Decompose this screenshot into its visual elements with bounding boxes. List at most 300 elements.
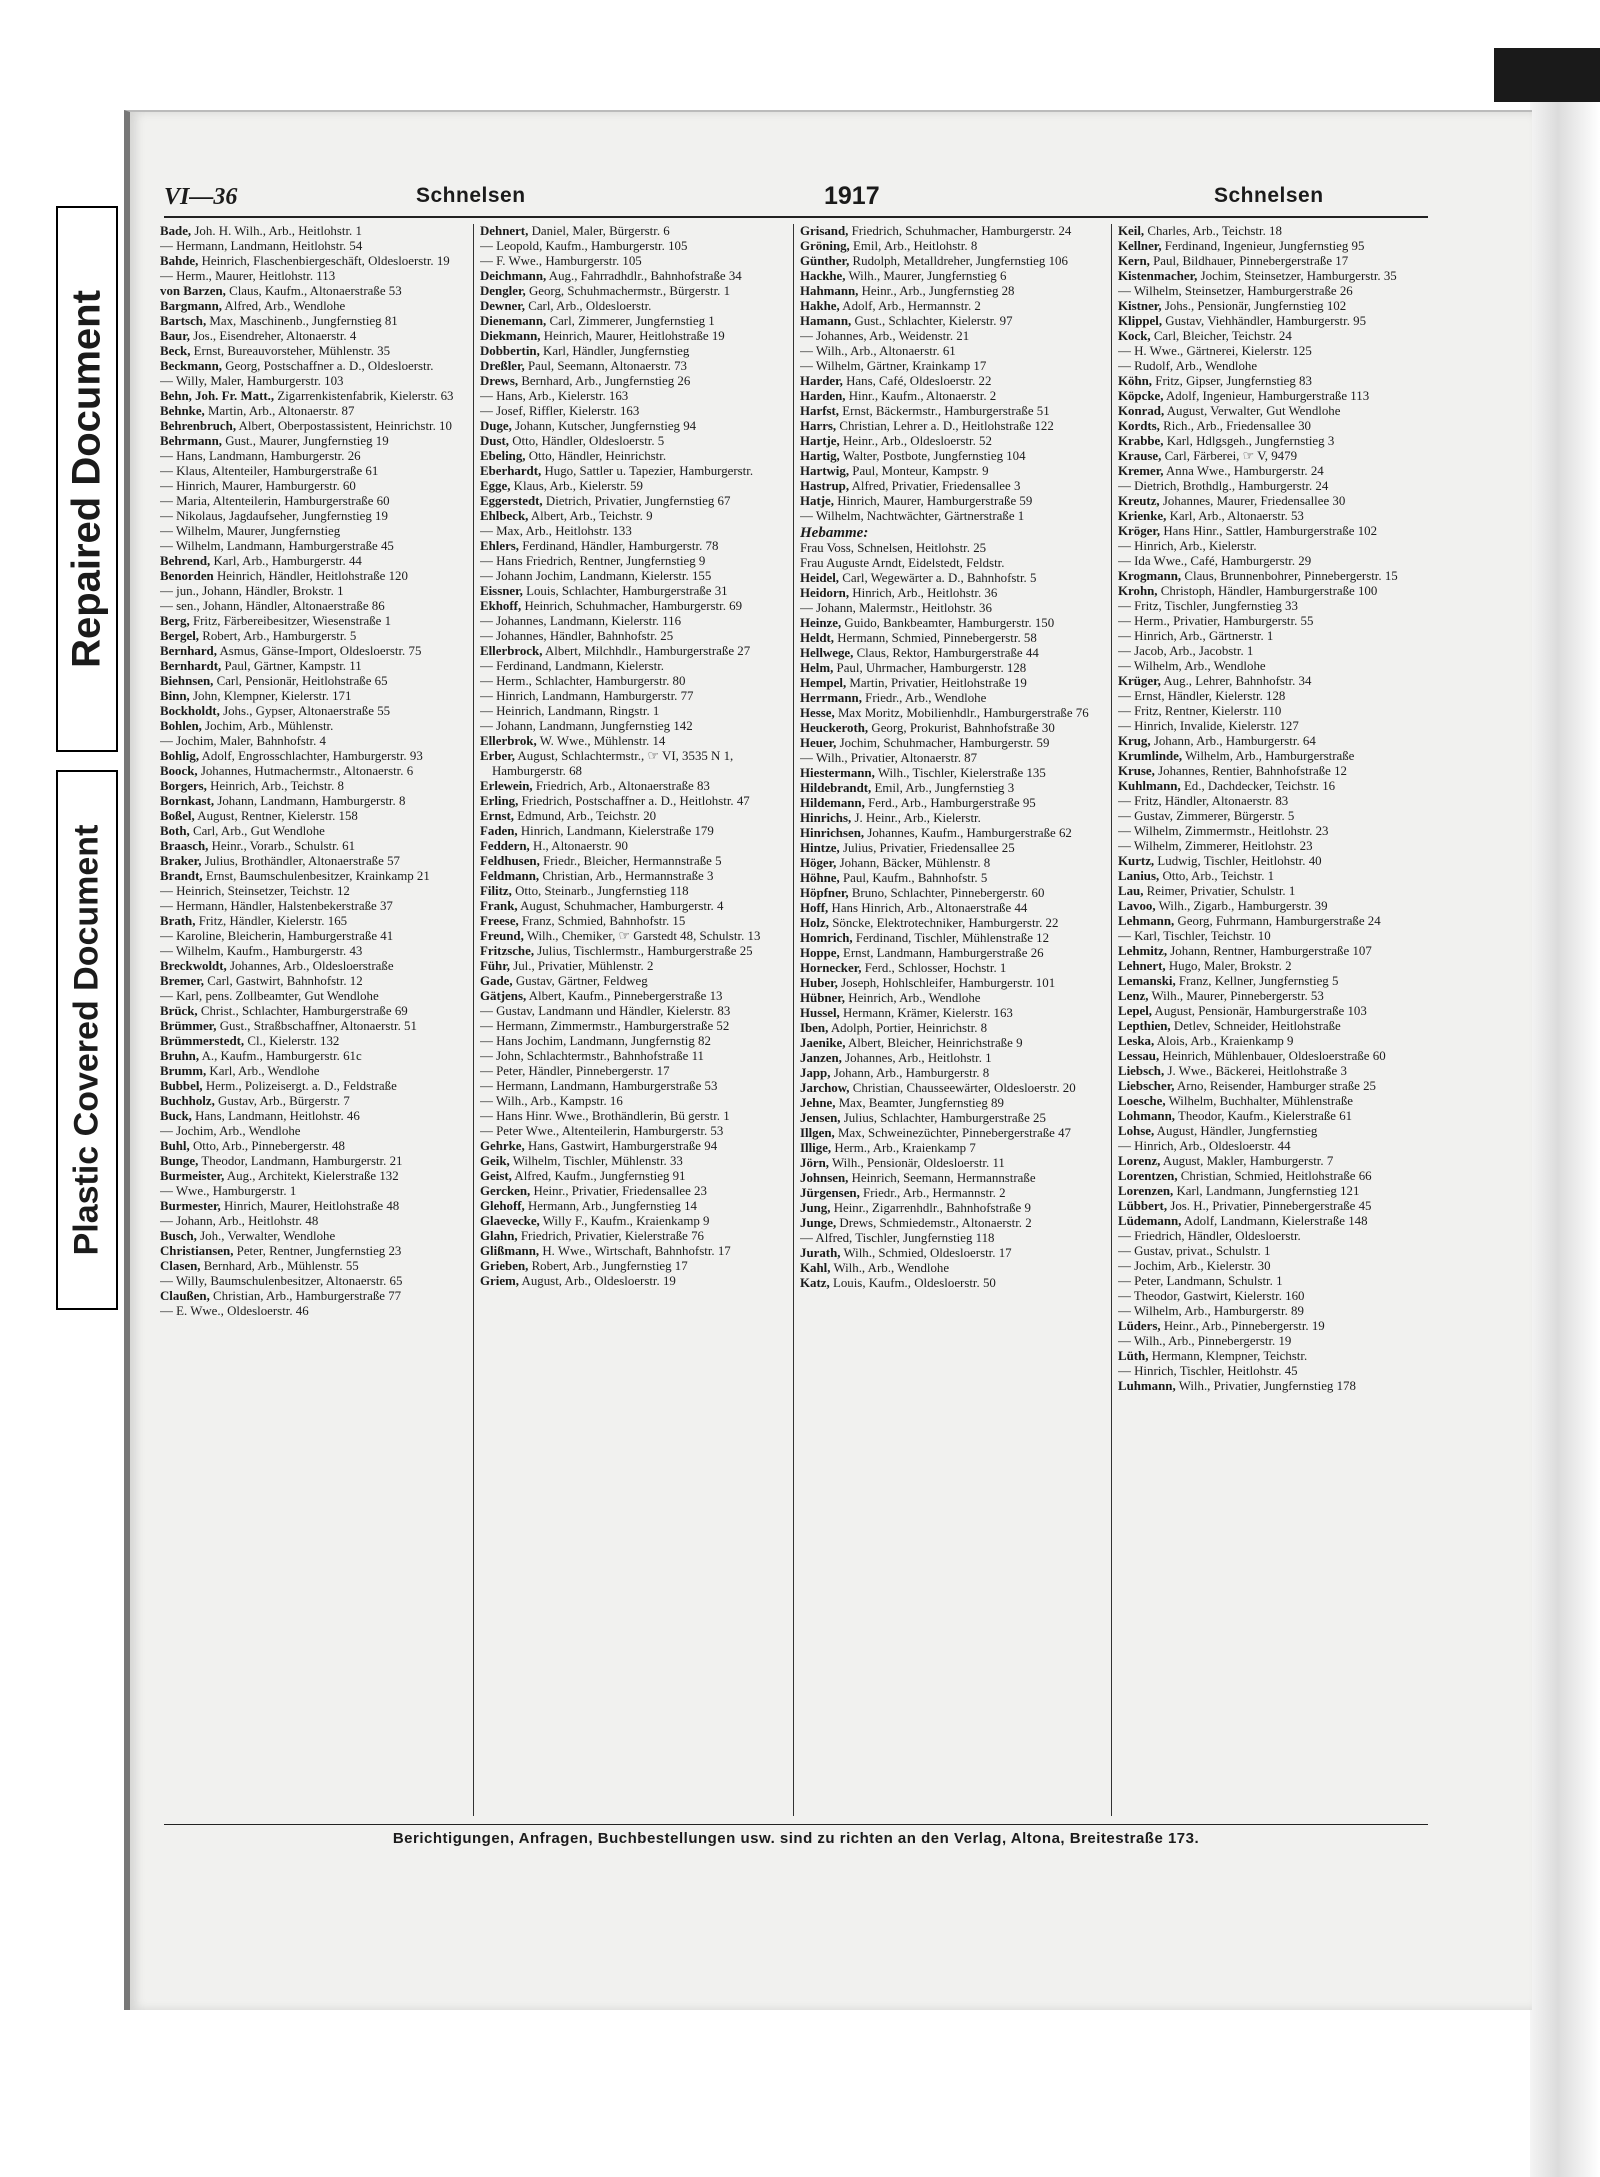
entry-surname: Beckmann, <box>160 359 222 373</box>
directory-entry <box>1118 1154 1423 1169</box>
directory-entry <box>480 869 785 884</box>
directory-entry <box>1118 419 1423 434</box>
entry-surname: Führ, <box>480 959 510 973</box>
entry-surname: Biehnsen, <box>160 674 214 688</box>
entry-surname: Griem, <box>480 1274 520 1288</box>
entry-details: Edmund, Arb., Teichstr. 20 <box>517 809 657 823</box>
entry-details: — Jacob, Arb., Jacobstr. 1 <box>1118 644 1254 658</box>
entry-surname: Kern, <box>1118 254 1150 268</box>
entry-details: Gust., Schlachter, Kielerstr. 97 <box>854 314 1013 328</box>
entry-details: Friedr., Bleicher, Hermannstraße 5 <box>543 854 722 868</box>
entry-details: Johannes, Rentier, Bahnhofstraße 12 <box>1158 764 1347 778</box>
entry-details: Bernhard, Arb., Mühlenstr. 55 <box>203 1259 359 1273</box>
directory-entry <box>800 224 1105 239</box>
entry-details: Hinr., Kaufm., Altonaerstr. 2 <box>848 389 997 403</box>
directory-entry <box>1118 599 1423 614</box>
entry-details: Friedrich, Privatier, Kielerstraße 76 <box>520 1229 704 1243</box>
entry-details: — Ernst, Händler, Kielerstr. 128 <box>1118 689 1286 703</box>
entry-surname: Bohlen, <box>160 719 202 733</box>
entry-details: Ferdinand, Händler, Hamburgerstr. 78 <box>522 539 719 553</box>
directory-entry <box>480 1274 785 1289</box>
directory-entry <box>160 269 465 284</box>
entry-surname: Glahn, <box>480 1229 518 1243</box>
directory-entry <box>800 434 1105 449</box>
directory-entry <box>800 1261 1105 1276</box>
directory-entry <box>480 809 785 824</box>
directory-entry <box>480 1019 785 1034</box>
entry-surname: Eissner, <box>480 584 523 598</box>
entry-details: Fritz, Händler, Kielerstr. 165 <box>198 914 348 928</box>
directory-entry <box>800 631 1105 646</box>
entry-surname: Bornkast, <box>160 794 215 808</box>
directory-entry <box>480 509 785 524</box>
entry-surname: Hoff, <box>800 901 829 915</box>
entry-details: Fritz, Gipser, Jungfernstieg 83 <box>1155 374 1312 388</box>
entry-surname: Lepel, <box>1118 1004 1153 1018</box>
entry-details: — Hermann, Händler, Halstenbekerstraße 37 <box>160 899 393 913</box>
entry-surname: Krabbe, <box>1118 434 1164 448</box>
entry-surname: Krienke, <box>1118 509 1167 523</box>
entry-details: H., Altonaerstr. 90 <box>533 839 628 853</box>
directory-entry <box>1118 269 1423 284</box>
entry-surname: Erber, <box>480 749 515 763</box>
entry-surname: Hartig, <box>800 449 840 463</box>
directory-entry <box>800 494 1105 509</box>
entry-details: Carl, Wegewärter a. D., Bahnhofstr. 5 <box>842 571 1037 585</box>
entry-details: Louis, Kaufm., Oldesloerstr. 50 <box>832 1276 996 1290</box>
entry-details: J. Heinr., Arb., Kielerstr. <box>854 811 981 825</box>
entry-surname: Bubbel, <box>160 1079 203 1093</box>
directory-entry <box>1118 1379 1423 1394</box>
entry-surname: Freese, <box>480 914 519 928</box>
entry-details: Johann, Arb., Hamburgerstr. 8 <box>833 1066 990 1080</box>
entry-details: Wilhelm, Tischler, Mühlenstr. 33 <box>512 1154 683 1168</box>
entry-details: Otto, Steinarb., Jungfernstieg 118 <box>515 884 689 898</box>
entry-surname: Fritzsche, <box>480 944 535 958</box>
entry-details: Detlev, Schneider, Heitlohstraße <box>1173 1019 1341 1033</box>
page-number: VI—36 <box>164 184 238 210</box>
entry-details: Julius, Privatier, Friedensallee 25 <box>842 841 1015 855</box>
directory-entry <box>1118 674 1423 689</box>
directory-entry <box>800 1051 1105 1066</box>
entry-surname: Both, <box>160 824 190 838</box>
entry-surname: Luhmann, <box>1118 1379 1176 1393</box>
directory-entry <box>800 616 1105 631</box>
entry-details: — Wilhelm, Maurer, Jungfernstieg <box>160 524 341 538</box>
directory-entry <box>800 751 1105 766</box>
repaired-document-label <box>56 206 118 752</box>
entry-surname: Lenz, <box>1118 989 1149 1003</box>
entry-details: Carl, Arb., Oldesloerstr. <box>528 299 652 313</box>
entry-surname: Katz, <box>800 1276 830 1290</box>
header-year: 1917 <box>824 182 880 210</box>
entry-surname: Bergel, <box>160 629 200 643</box>
directory-entry <box>160 449 465 464</box>
directory-entry <box>800 541 1105 556</box>
directory-entry <box>800 991 1105 1006</box>
directory-entry <box>160 869 465 884</box>
entry-details: — Hans Hinr. Wwe., Brothändlerin, Bü gerstr. 1 <box>480 1109 730 1123</box>
entry-details: Heinrich, Seemann, Hermannstraße <box>851 1171 1036 1185</box>
entry-details: Paul, Uhrmacher, Hamburgerstr. 128 <box>836 661 1027 675</box>
directory-entry <box>480 1214 785 1229</box>
entry-surname: Dewner, <box>480 299 525 313</box>
directory-entry <box>800 931 1105 946</box>
directory-entry <box>160 809 465 824</box>
entry-details: — Wilh., Arb., Altonaerstr. 61 <box>800 344 956 358</box>
directory-entry <box>800 976 1105 991</box>
entry-surname: Loesche, <box>1118 1094 1166 1108</box>
directory-entry <box>1118 1259 1423 1274</box>
directory-entry <box>800 299 1105 314</box>
entry-details: Karl, Händler, Jungfernstieg <box>543 344 690 358</box>
entry-surname: Hiestermann, <box>800 766 875 780</box>
entry-details: Johann, Kutscher, Jungfernstieg 94 <box>515 419 697 433</box>
entry-surname: Erling, <box>480 794 519 808</box>
directory-entry <box>160 344 465 359</box>
directory-entry <box>160 224 465 239</box>
scanner-edge-band <box>1494 48 1600 102</box>
directory-entry <box>1118 464 1423 479</box>
directory-entry <box>800 1186 1105 1201</box>
directory-entry <box>1118 1304 1423 1319</box>
entry-details: — Wilh., Privatier, Altonaerstr. 87 <box>800 751 978 765</box>
entry-surname: Kreutz, <box>1118 494 1160 508</box>
entry-details: Carl, Färberei, ☞ V, 9479 <box>1164 449 1298 463</box>
entry-details: Hans, Café, Oldesloerstr. 22 <box>846 374 992 388</box>
entry-surname: Frank, <box>480 899 518 913</box>
entry-surname: Hussel, <box>800 1006 840 1020</box>
entry-details: Rich., Arb., Friedensallee 30 <box>1163 419 1311 433</box>
directory-entry <box>1118 1064 1423 1079</box>
entry-surname: Gercken, <box>480 1184 531 1198</box>
entry-details: Johannes, Arb., Heitlohstr. 1 <box>845 1051 992 1065</box>
entry-surname: Lepthien, <box>1118 1019 1171 1033</box>
entry-surname: Köpcke, <box>1118 389 1164 403</box>
entry-details: — Wilhelm, Kaufm., Hamburgerstr. 43 <box>160 944 363 958</box>
entry-details: Adolf, Landmann, Kielerstraße 148 <box>1183 1214 1368 1228</box>
entry-details: — Johannes, Landmann, Kielerstr. 116 <box>480 614 682 628</box>
directory-entry <box>480 254 785 269</box>
directory-entry <box>800 1276 1105 1291</box>
entry-surname: Klippel, <box>1118 314 1163 328</box>
entry-surname: von Barzen, <box>160 284 226 298</box>
entry-surname: Behnke, <box>160 404 205 418</box>
entry-surname: Krogmann, <box>1118 569 1182 583</box>
entry-details: Joseph, Hohlschleifer, Hamburgerstr. 101 <box>841 976 1056 990</box>
entry-details: Friedrich, Arb., Altonaerstraße 83 <box>535 779 710 793</box>
entry-details: Hans, Gastwirt, Hamburgerstraße 94 <box>528 1139 718 1153</box>
directory-entry <box>1118 1019 1423 1034</box>
entry-details: Daniel, Maler, Bürgerstr. 6 <box>531 224 670 238</box>
entry-details: Adolph, Portier, Heinrichstr. 8 <box>830 1021 988 1035</box>
entry-details: Wilh., Tischler, Kielerstraße 135 <box>877 766 1046 780</box>
entry-details: — Gustav, Zimmerer, Bürgerstr. 5 <box>1118 809 1295 823</box>
directory-entry <box>800 269 1105 284</box>
directory-entry <box>160 644 465 659</box>
entry-details: — Wilhelm, Steinsetzer, Hamburgerstraße 26 <box>1118 284 1353 298</box>
directory-entry <box>1118 1199 1423 1214</box>
directory-entry <box>800 1096 1105 1111</box>
entry-details: Hermann, Arb., Jungfernstieg 14 <box>528 1199 697 1213</box>
directory-entry <box>160 374 465 389</box>
directory-entry <box>160 689 465 704</box>
entry-details: — H. Wwe., Gärtnerei, Kielerstr. 125 <box>1118 344 1312 358</box>
entry-details: Heinrich, Maurer, Heitlohstraße 19 <box>543 329 725 343</box>
entry-details: — sen., Johann, Händler, Altonaerstraße 86 <box>160 599 385 613</box>
directory-entry <box>800 449 1105 464</box>
entry-details: Gustav, Viehhändler, Hamburgerstr. 95 <box>1165 314 1367 328</box>
directory-entry <box>480 464 785 479</box>
directory-entry <box>160 749 465 764</box>
directory-entry <box>1118 1319 1423 1334</box>
entry-surname: Burmeister, <box>160 1169 225 1183</box>
entry-details: Wilh., Arb., Wendlohe <box>833 1261 950 1275</box>
entry-details: Wilh., Maurer, Pinnebergerstr. 53 <box>1151 989 1324 1003</box>
entry-surname: Konrad, <box>1118 404 1165 418</box>
entry-details: Paul, Monteur, Kampstr. 9 <box>852 464 989 478</box>
entry-surname: Behrmann, <box>160 434 222 448</box>
entry-details: Max, Schweinezüchter, Pinnebergerstraße 47 <box>837 1126 1071 1140</box>
directory-entry <box>800 1111 1105 1126</box>
repaired-document-text: Repaired Document <box>64 290 109 668</box>
entry-surname: Kuhlmann, <box>1118 779 1181 793</box>
entry-surname: Jung, <box>800 1201 831 1215</box>
directory-entry <box>160 554 465 569</box>
directory-entry <box>1118 374 1423 389</box>
directory-entry <box>480 584 785 599</box>
directory-entry <box>800 1156 1105 1171</box>
directory-entry <box>1118 554 1423 569</box>
directory-entry <box>160 389 465 404</box>
directory-entry <box>480 974 785 989</box>
directory-entry <box>480 854 785 869</box>
entry-details: Johann, Bäcker, Mühlenstr. 8 <box>839 856 991 870</box>
entry-details: Hans, Landmann, Heitlohstr. 46 <box>195 1109 360 1123</box>
directory-entry <box>1118 1274 1423 1289</box>
directory-entry <box>1118 779 1423 794</box>
entry-details: — Johann, Landmann, Jungfernstieg 142 <box>480 719 693 733</box>
entry-details: — Peter Wwe., Altenteilerin, Hamburgerstr. 53 <box>480 1124 724 1138</box>
directory-entry <box>1118 704 1423 719</box>
entry-details: — Dietrich, Brothdlg., Hamburgerstr. 24 <box>1118 479 1329 493</box>
directory-entry <box>160 314 465 329</box>
entry-details: — F. Wwe., Hamburgerstr. 105 <box>480 254 642 268</box>
entry-surname: Dust, <box>480 434 510 448</box>
entry-details: — Herm., Schlachter, Hamburgerstr. 80 <box>480 674 686 688</box>
entry-surname: Heuer, <box>800 736 837 750</box>
plastic-covered-text: Plastic Covered Document <box>67 824 106 1256</box>
directory-entry <box>160 329 465 344</box>
entry-details: Karl, Arb., Hamburgerstr. 44 <box>213 554 362 568</box>
entry-surname: Busch, <box>160 1229 197 1243</box>
directory-entry <box>800 721 1105 736</box>
directory-entry <box>800 329 1105 344</box>
directory-entry <box>800 404 1105 419</box>
entry-details: Christ., Schlachter, Hamburgerstraße 69 <box>200 1004 408 1018</box>
entry-surname: Krüger, <box>1118 674 1161 688</box>
entry-surname: Boock, <box>160 764 198 778</box>
entry-surname: Lavoo, <box>1118 899 1156 913</box>
entry-surname: Lübbert, <box>1118 1199 1168 1213</box>
entry-details: Max Moritz, Mobilienhdlr., Hamburgerstraße 76 <box>837 706 1089 720</box>
directory-entry <box>480 434 785 449</box>
directory-entry <box>1118 974 1423 989</box>
directory-entry <box>1118 944 1423 959</box>
directory-entry <box>160 1004 465 1019</box>
directory-entry <box>1118 629 1423 644</box>
column-divider <box>793 224 794 1816</box>
entry-details: Jos. H., Privatier, Pinnebergerstraße 45 <box>1170 1199 1372 1213</box>
entry-details: Wilhelm, Arb., Hamburgerstraße <box>1185 749 1355 763</box>
entry-surname: Gade, <box>480 974 513 988</box>
directory-entry <box>800 676 1105 691</box>
entry-details: — Johannes, Händler, Bahnhofstr. 25 <box>480 629 674 643</box>
directory-entry <box>480 269 785 284</box>
entry-details: August, Makler, Hamburgerstr. 7 <box>1162 1154 1334 1168</box>
entry-details: Jochim, Steinsetzer, Hamburgerstr. 35 <box>1200 269 1397 283</box>
entry-details: — Hans, Arb., Kielerstr. 163 <box>480 389 629 403</box>
entry-details: Christian, Arb., Hamburgerstraße 77 <box>213 1289 402 1303</box>
entry-details: Jos., Eisendreher, Altonaerstr. 4 <box>193 329 357 343</box>
directory-entry <box>480 599 785 614</box>
directory-entry <box>1118 1334 1423 1349</box>
entry-surname: Harrs, <box>800 419 837 433</box>
entry-details: Söncke, Elektrotechniker, Hamburgerstr. 22 <box>832 916 1059 930</box>
directory-entry <box>480 779 785 794</box>
directory-entry <box>480 1184 785 1199</box>
entry-surname: Liebscher, <box>1118 1079 1175 1093</box>
directory-entry <box>1118 659 1423 674</box>
directory-entry <box>800 239 1105 254</box>
entry-details: Albert, Bleicher, Heinrichstraße 9 <box>848 1036 1023 1050</box>
entry-details: Karl, Arb., Wendlohe <box>209 1064 320 1078</box>
entry-details: Wilhelm, Buchhalter, Mühlenstraße <box>1168 1094 1354 1108</box>
entry-details: Herm., Arb., Kraienkamp 7 <box>834 1141 976 1155</box>
entry-details: John, Klempner, Kielerstr. 171 <box>192 689 352 703</box>
directory-entry <box>480 824 785 839</box>
entry-surname: Heldt, <box>800 631 835 645</box>
entry-details: Alfred, Privatier, Friedensallee 3 <box>851 479 1021 493</box>
entry-surname: Binn, <box>160 689 190 703</box>
entry-details: Dietrich, Privatier, Jungfernstieg 67 <box>545 494 731 508</box>
entry-details: Albert, Oberpostassistent, Heinrichstr. 10 <box>238 419 452 433</box>
entry-details: — Josef, Riffler, Kielerstr. 163 <box>480 404 640 418</box>
entry-details: Peter, Rentner, Jungfernstieg 23 <box>236 1244 402 1258</box>
entry-details: Johs., Pensionär, Jungfernstieg 102 <box>1164 299 1347 313</box>
directory-entry <box>1118 494 1423 509</box>
entry-details: Frau Auguste Arndt, Eidelstedt, Feldstr. <box>800 556 1005 570</box>
entry-details: — Hinrich, Arb., Gärtnerstr. 1 <box>1118 629 1274 643</box>
entry-surname: Lehnert, <box>1118 959 1166 973</box>
directory-entry <box>800 586 1105 601</box>
entry-details: Walter, Postbote, Jungfernstieg 104 <box>842 449 1026 463</box>
entry-details: Theodor, Landmann, Hamburgerstr. 21 <box>201 1154 403 1168</box>
entry-surname: Keil, <box>1118 224 1145 238</box>
directory-entry <box>800 419 1105 434</box>
entry-details: Ernst, Landmann, Hamburgerstraße 26 <box>843 946 1044 960</box>
entry-details: Claus, Kaufm., Altonaerstraße 53 <box>229 284 402 298</box>
directory-entry <box>160 1034 465 1049</box>
directory-entry <box>800 1246 1105 1261</box>
entry-surname: Eberhardt, <box>480 464 542 478</box>
entry-details: — Klaus, Altenteiler, Hamburgerstraße 61 <box>160 464 379 478</box>
directory-entry <box>480 1034 785 1049</box>
entry-details: Ferd., Schlosser, Hochstr. 1 <box>864 961 1007 975</box>
entry-details: J. Wwe., Bäckerei, Heitlohstraße 3 <box>1167 1064 1347 1078</box>
entry-details: Julius, Brothändler, Altonaerstraße 57 <box>204 854 400 868</box>
directory-entry <box>800 1066 1105 1081</box>
entry-details: — Hinrich, Arb., Kielerstr. <box>1118 539 1257 553</box>
directory-entry <box>1118 584 1423 599</box>
entry-surname: Brath, <box>160 914 196 928</box>
entry-surname: Ebeling, <box>480 449 526 463</box>
entry-details: Georg, Fuhrmann, Hamburgerstraße 24 <box>1177 914 1381 928</box>
entry-details: Wilh., Chemiker, ☞ Garstedt 48, Schulstr. 13 <box>526 929 761 943</box>
directory-entry <box>160 764 465 779</box>
entry-details: — Willy, Maler, Hamburgerstr. 103 <box>160 374 344 388</box>
entry-surname: Helm, <box>800 661 834 675</box>
entry-surname: Hartje, <box>800 434 840 448</box>
directory-entry <box>480 719 785 734</box>
plastic-covered-label <box>56 770 118 1310</box>
directory-entry <box>1118 644 1423 659</box>
entry-surname: Lohse, <box>1118 1124 1155 1138</box>
directory-entry <box>1118 449 1423 464</box>
entry-details: — Gustav, Landmann und Händler, Kielerstr. 83 <box>480 1004 731 1018</box>
entry-details: August, Verwalter, Gut Wendlohe <box>1166 404 1341 418</box>
entry-details: — Hinrich, Tischler, Heitlohstr. 45 <box>1118 1364 1298 1378</box>
entry-details: — Johann, Arb., Heitlohstr. 48 <box>160 1214 319 1228</box>
directory-entry <box>480 1079 785 1094</box>
entry-surname: Bargmann, <box>160 299 222 313</box>
directory-entry <box>480 449 785 464</box>
directory-entry <box>1118 734 1423 749</box>
entry-details: — Wilhelm, Zimmerer, Heitlohstr. 23 <box>1118 839 1313 853</box>
entry-surname: Gätjens, <box>480 989 527 1003</box>
entry-details: — Maria, Altenteilerin, Hamburgerstraße 60 <box>160 494 390 508</box>
entry-details: Carl, Arb., Gut Wendlohe <box>192 824 325 838</box>
entry-surname: Hempel, <box>800 676 847 690</box>
directory-entry <box>800 571 1105 586</box>
entry-details: Ernst, Bäckermstr., Hamburgerstraße 51 <box>842 404 1050 418</box>
directory-entry <box>800 661 1105 676</box>
entry-surname: Ellerbrock, <box>480 644 543 658</box>
entry-details: Claus, Rektor, Hamburgerstraße 44 <box>856 646 1039 660</box>
entry-details: Heinr., Vorarb., Schulstr. 61 <box>211 839 356 853</box>
directory-entry <box>160 914 465 929</box>
directory-entry <box>480 1259 785 1274</box>
entry-details: Albert, Milchhdlr., Hamburgerstraße 27 <box>544 644 751 658</box>
entry-surname: Ernst, <box>480 809 515 823</box>
entry-surname: Brumm, <box>160 1064 207 1078</box>
directory-entry <box>800 796 1105 811</box>
entry-details: — Max, Arb., Heitlohstr. 133 <box>480 524 632 538</box>
entry-surname: Hildemann, <box>800 796 865 810</box>
directory-entry <box>480 1229 785 1244</box>
directory-entry <box>1118 1244 1423 1259</box>
entry-surname: Bahde, <box>160 254 199 268</box>
directory-entry <box>480 704 785 719</box>
entry-details: Alfred, Kaufm., Jungfernstieg 91 <box>514 1169 686 1183</box>
entry-surname: Hinrichs, <box>800 811 852 825</box>
directory-entry <box>160 974 465 989</box>
entry-details: Friedrich, Postschaffner a. D., Heitlohstr. 47 <box>521 794 750 808</box>
entry-details: Heinrich, Arb., Teichstr. 8 <box>210 779 344 793</box>
directory-entry <box>1118 1289 1423 1304</box>
entry-details: Joh., Verwalter, Wendlohe <box>200 1229 336 1243</box>
directory-entry <box>800 479 1105 494</box>
